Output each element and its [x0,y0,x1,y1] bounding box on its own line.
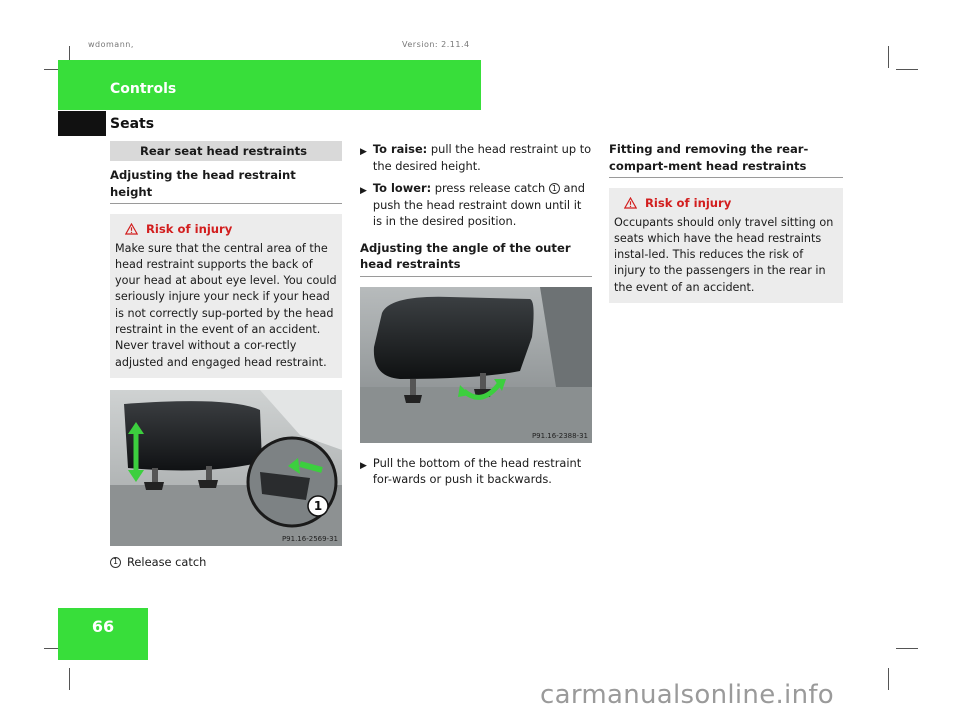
subheading-fitting: Fitting and removing the rear-compart-ment head restraints [609,141,843,178]
step-text: Pull the bottom of the head restraint for-wards or push it backwards. [372,455,582,486]
column-3 [609,141,843,303]
section-marker [58,111,106,136]
step-text: press release catch [434,181,546,195]
warning-title [115,221,337,238]
subheading-angle: Adjusting the angle of the outer head restraints [360,240,592,277]
warning-title-text: Risk of injury [146,222,233,236]
watermark: carmanualsonline.info [540,680,835,710]
head-restraint-photo-angle [360,287,592,443]
step-raise [360,141,592,174]
subheading-height: Adjusting the head restraint height [110,167,342,204]
warning-triangle-icon [624,197,637,209]
chapter-title: Controls [110,81,177,97]
printer-note-left: wdomann, [88,40,134,49]
caption-number: 1 [110,557,121,568]
crop-mark [896,69,918,70]
photo-illustration [360,287,592,443]
step-text: and push the head restraint down until it is in the desired position. [372,181,585,228]
warning-box [609,188,843,303]
step-label: To raise: [372,142,428,156]
image-code: P91.16-2388-31 [531,431,588,440]
ref-number: 1 [549,183,560,194]
column-1 [110,141,342,570]
section-title: Seats [110,116,155,132]
warning-text: Make sure that the central area of the head restraint supports the back of your head at about eye level. You could seriously injure your neck if your head is not correctly sup-ported by the head restraint in the event of an accident. Never travel without a cor-rectly adjusted and engaged head restraint. [115,241,337,369]
crop-mark [69,668,70,690]
caption-text: Release catch [127,554,207,569]
column-2 [360,141,592,494]
step-text: pull the head restraint up to the desired height. [372,142,592,173]
warning-title [614,195,838,212]
step-arrow-icon: ▶ [360,460,367,471]
step-lower [360,180,592,230]
step-arrow-icon: ▶ [360,147,367,157]
image-code: P91.16-2569-31 [281,534,338,543]
head-restraint-photo-release-catch [110,390,342,546]
page-number: 66 [58,608,148,660]
crop-mark [888,46,889,68]
printer-note-right: Version: 2.11.4 [402,40,470,49]
warning-title-text: Risk of injury [645,196,732,210]
warning-text: Occupants should only travel sitting on seats which have the head restraints instal-led. This reduces the risk of injury to the passengers in the rear in the event of an accident. [614,215,834,294]
section-heading: Rear seat head restraints [110,141,342,161]
crop-mark [888,668,889,690]
warning-box [110,214,342,378]
callout-number: 1 [313,498,323,513]
crop-mark [896,648,918,649]
step-arrow-icon: ▶ [360,186,367,196]
warning-triangle-icon [125,223,138,235]
photo-illustration [110,390,342,546]
step-angle [360,455,592,488]
step-label: To lower: [372,181,432,195]
photo-caption [110,554,342,571]
